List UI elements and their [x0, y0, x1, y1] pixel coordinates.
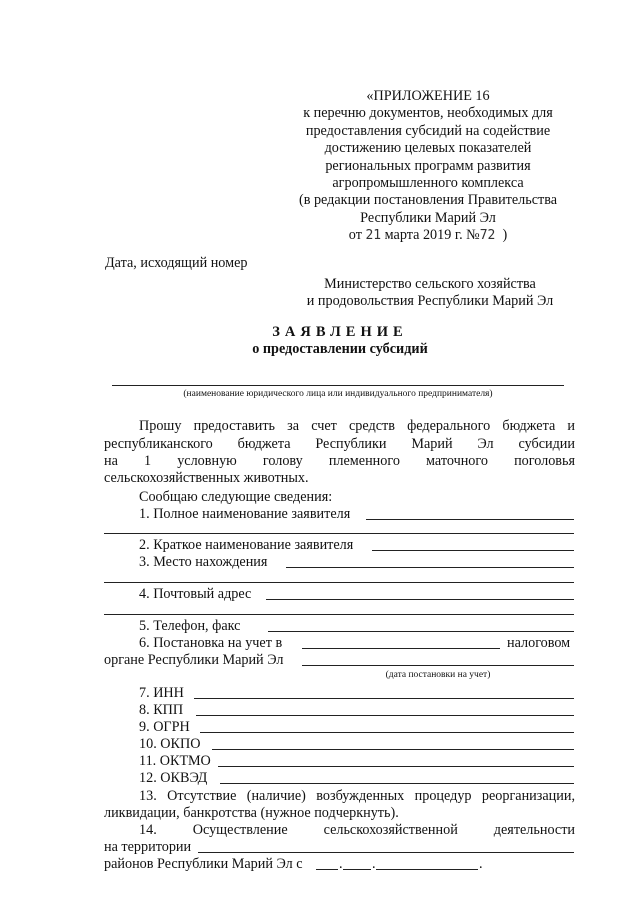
territory-input-line[interactable] [198, 852, 574, 853]
addressee-line-2: и продовольствия Республики Марий Эл [306, 293, 554, 309]
appendix-line: предоставления субсидий на содействие [305, 122, 551, 139]
request-line-1: Прошу предоставить за счет средств федерального бюджета и [139, 418, 575, 434]
appendix-block [280, 88, 576, 245]
appendix-line: достижению целевых показателей [324, 140, 532, 157]
appendix-line: «ПРИЛОЖЕНИЕ 16 [366, 88, 490, 104]
field-label-short-name: 2. Краткое наименование заявителя [139, 537, 354, 553]
appendix-line: к перечню документов, необходимых для [303, 105, 553, 122]
field-label-inn: 7. ИНН [139, 685, 184, 701]
request-line-2: республиканского бюджета Республики Марий Эл субсидии [104, 436, 575, 452]
okved-input-line[interactable] [220, 783, 574, 784]
tax-date-input-line[interactable] [302, 665, 574, 666]
appendix-line: агропромышленного комплекса [332, 175, 524, 192]
field-label-location: 3. Место нахождения [139, 554, 268, 570]
postal-address-input-line[interactable] [266, 599, 574, 600]
phone-fax-input-line[interactable] [268, 631, 574, 632]
inn-input-line[interactable] [194, 698, 574, 699]
tax-date-caption: (дата постановки на учет) [385, 670, 491, 680]
addressee-line-1: Министерство сельского хозяйства [324, 276, 536, 292]
date-day: 21 [365, 228, 382, 244]
ogrn-input-line[interactable] [200, 732, 574, 733]
date-label: Дата, исходящий номер [105, 255, 248, 271]
location-input-line[interactable] [286, 567, 574, 568]
field-label-oktmo: 11. ОКТМО [139, 753, 211, 769]
field-label-tax-suffix: налоговом [507, 635, 571, 651]
field-14-line-1: 14. Осуществление сельскохозяйственной деятельности [139, 822, 575, 838]
document-subtitle: о предоставлении субсидий [252, 341, 428, 357]
field-label-tax-registration: 6. Постановка на учет в [139, 635, 283, 651]
appendix-line: Республики Марий Эл [360, 209, 496, 226]
date-close: ) [502, 227, 508, 244]
start-year-input-line[interactable] [376, 869, 478, 870]
short-name-input-line[interactable] [372, 550, 574, 551]
oktmo-input-line[interactable] [218, 766, 574, 767]
field-label-okpo: 10. ОКПО [139, 736, 201, 752]
field-label-tax-organ: органе Республики Марий Эл [104, 652, 284, 668]
location-input-line-2[interactable] [104, 582, 574, 583]
field-13-line-2: ликвидации, банкротства (нужное подчеркнуть). [104, 805, 399, 821]
field-label-ogrn: 9. ОГРН [139, 719, 190, 735]
field-14-line-2: на территории [104, 839, 192, 855]
field-label-kpp: 8. КПП [139, 702, 184, 718]
field-label-postal-address: 4. Почтовый адрес [139, 586, 252, 602]
okpo-input-line[interactable] [212, 749, 574, 750]
start-month-input-line[interactable] [343, 869, 371, 870]
postal-address-input-line-2[interactable] [104, 614, 574, 615]
document-title: ЗАЯВЛЕНИЕ [272, 324, 408, 340]
field-13-line-1: 13. Отсутствие (наличие) возбужденных процедур реорганизации, [139, 788, 575, 804]
kpp-input-line[interactable] [196, 715, 574, 716]
request-line-4: сельскохозяйственных животных. [104, 470, 309, 486]
field-label-full-name: 1. Полное наименование заявителя [139, 506, 351, 522]
date-dot: . [339, 856, 343, 872]
date-dot: . [372, 856, 376, 872]
field-14-line-3: районов Республики Марий Эл с [104, 856, 303, 872]
start-day-input-line[interactable] [316, 869, 338, 870]
tax-authority-input-line[interactable] [302, 648, 500, 649]
full-name-input-line-2[interactable] [104, 533, 574, 534]
request-line-3: на 1 условную голову племенного маточного поголовья [104, 453, 575, 469]
decree-number: 72 [479, 228, 496, 244]
date-dot: . [479, 856, 483, 872]
appendix-line: региональных программ развития [325, 157, 531, 174]
field-label-phone-fax: 5. Телефон, факс [139, 618, 241, 634]
full-name-input-line[interactable] [366, 519, 574, 520]
date-prefix: от [348, 227, 362, 244]
applicant-name-line [112, 385, 564, 386]
applicant-caption: (наименование юридического лица или индивидуального предпринимателя) [183, 389, 493, 399]
appendix-line: (в редакции постановления Правительства [298, 192, 558, 209]
field-label-okved: 12. ОКВЭД [139, 770, 208, 786]
info-intro: Сообщаю следующие сведения: [139, 489, 333, 505]
appendix-date-line [280, 227, 576, 244]
date-rest: марта 2019 г. № [384, 227, 480, 244]
